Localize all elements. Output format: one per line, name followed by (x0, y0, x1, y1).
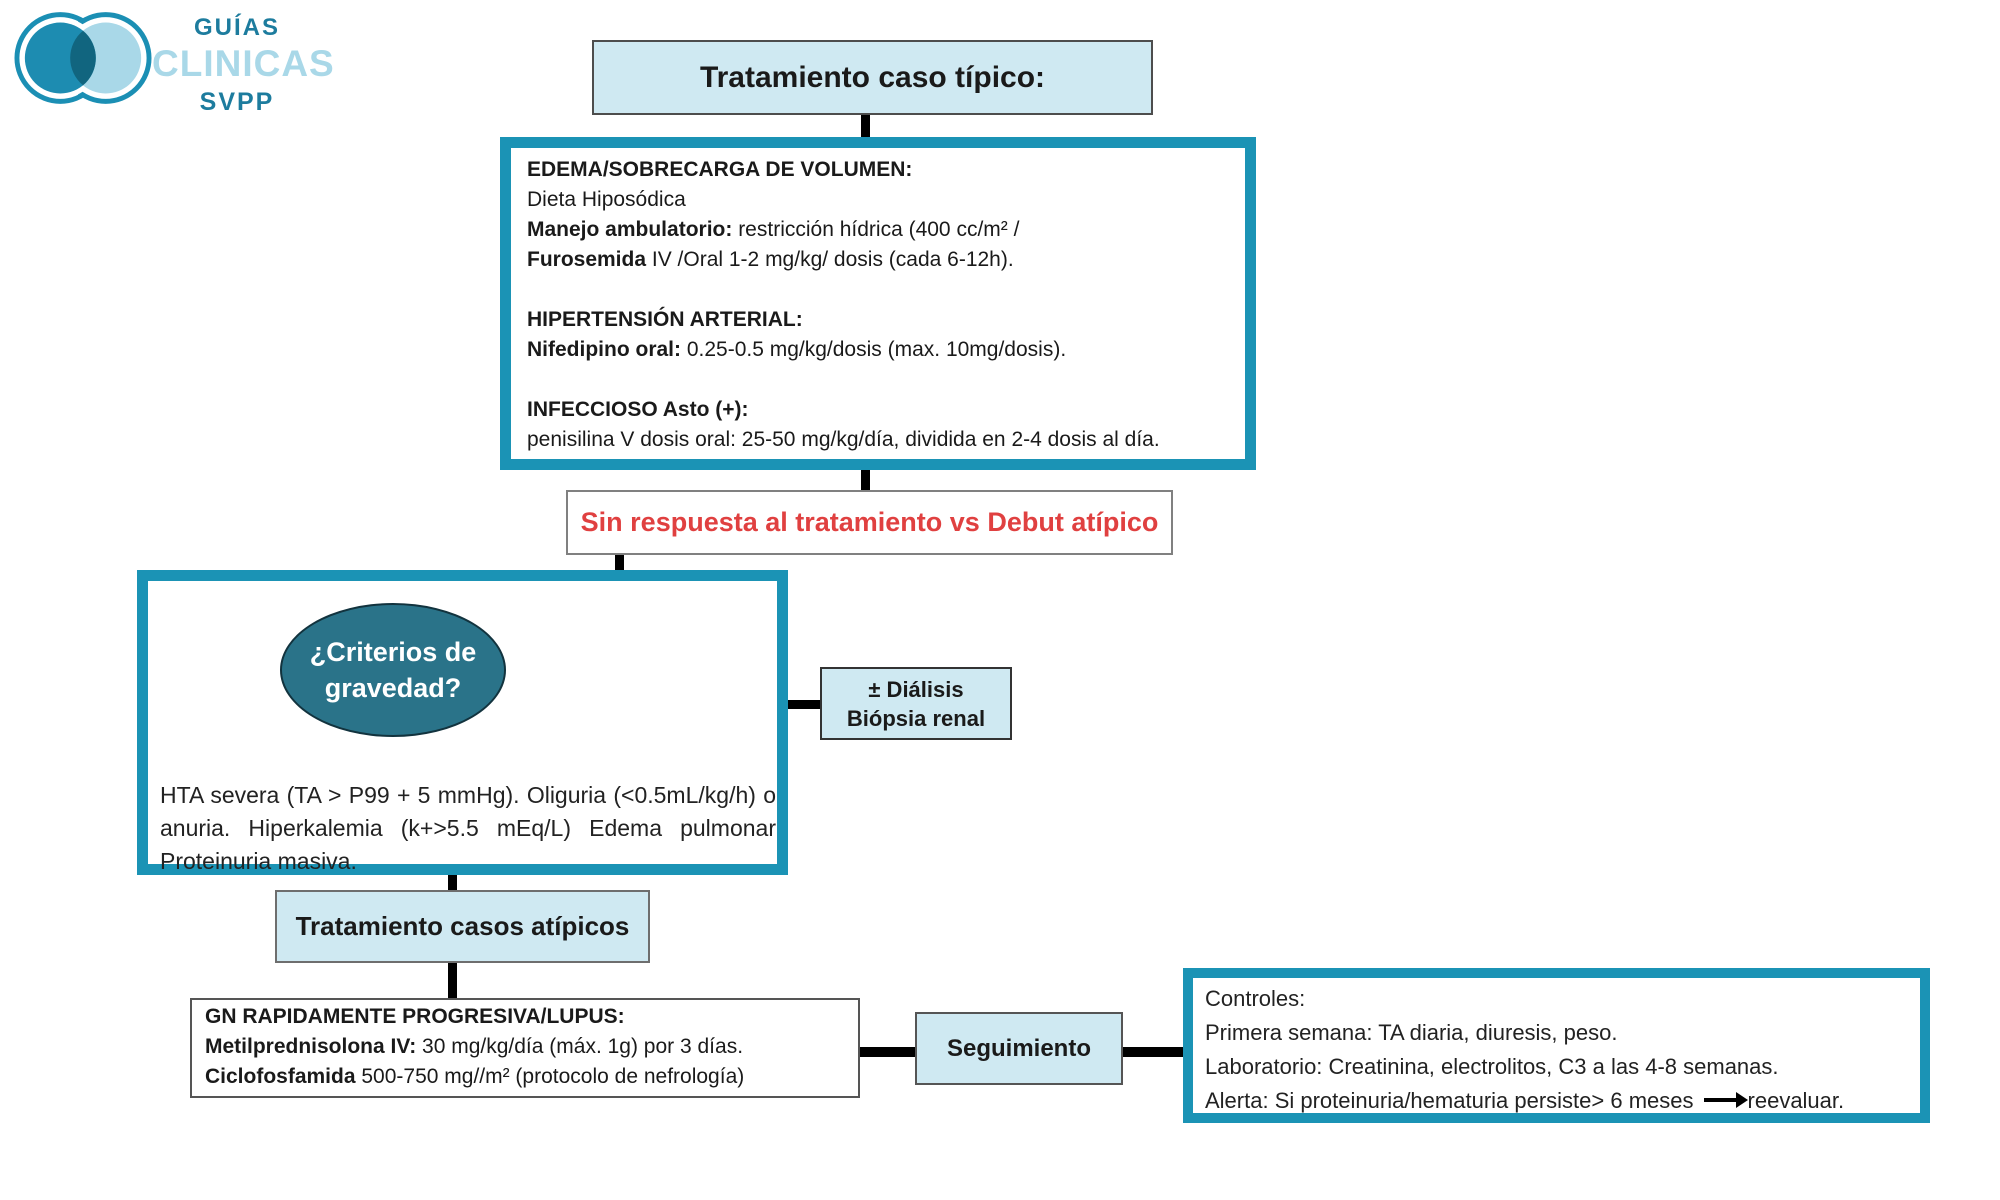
controls-line3: Laboratorio: Creatinina, electrolitos, C3 a las 4-8 semanas. (1205, 1054, 1779, 1079)
typical-line: INFECCIOSO Asto (+): (527, 398, 749, 421)
title-text: Tratamiento caso típico: (699, 60, 1046, 94)
title-box (592, 40, 1153, 115)
typical-line-blank (527, 368, 1229, 398)
connector-noresponse-to-severity (615, 555, 624, 570)
gn-line: Metilprednisolona IV: 30 mg/kg/día (máx. 1g) por 3 días. (205, 1035, 744, 1058)
logo-venn-icon (14, 6, 152, 110)
typical-treatment-box (500, 137, 1256, 470)
severity-criteria-text: HTA severa (TA > P99 + 5 mmHg). Oliguria (<0.5mL/kg/h) o anuria. Hiperkalemia (k+>5.5 mEq/L) Edema pulmonar Proteinuria masiva. (160, 782, 776, 874)
typical-line: Nifedipino oral: 0.25-0.5 mg/kg/dosis (max. 10mg/dosis). (527, 338, 1067, 361)
connector-followup-to-controls (1123, 1047, 1185, 1057)
gn-line: GN RAPIDAMENTE PROGRESIVA/LUPUS: (205, 1005, 625, 1028)
atypical-treatment-box (275, 890, 650, 963)
logo-guias-label: GUÍAS (193, 14, 280, 41)
severity-question-ellipse (280, 603, 506, 737)
typical-line: HIPERTENSIÓN ARTERIAL: (527, 308, 803, 331)
connector-atypical-to-gn (448, 963, 457, 998)
logo (14, 6, 334, 116)
dialysis-biopsy-box (820, 667, 1012, 740)
followup-text: Seguimiento (946, 1034, 1091, 1062)
typical-line: Furosemida IV /Oral 1-2 mg/kg/ dosis (cada 6-12h). (527, 248, 1014, 271)
no-response-text: Sin respuesta al tratamiento vs Debut atípico (580, 507, 1159, 537)
controls-box (1183, 968, 1930, 1123)
logo-svpp-label: SVPP (199, 88, 275, 116)
dialysis-line1: ± Diálisis (868, 676, 964, 702)
followup-box (915, 1012, 1123, 1085)
controls-alert-prefix: Alerta: Si proteinuria/hematuria persiste> 6 meses (1205, 1088, 1694, 1113)
connector-gn-to-followup (860, 1047, 915, 1057)
gn-line: Ciclofosfamida 500-750 mg//m² (protocolo de nefrología) (205, 1065, 745, 1088)
dialysis-line2: Biópsia renal (846, 705, 986, 731)
no-response-box (566, 490, 1173, 555)
connector-typical-to-noresponse (861, 470, 870, 490)
typical-line-blank (527, 278, 1229, 308)
gn-progressive-lupus-box (190, 998, 860, 1098)
controls-line1: Controles: (1205, 986, 1306, 1011)
controls-alert-line (1205, 1084, 1908, 1118)
connector-title-to-typical (861, 115, 870, 137)
long-arrow-right-icon (1704, 1098, 1738, 1102)
connector-severity-to-atypical (448, 875, 457, 890)
controls-alert-suffix: reevaluar. (1747, 1088, 1845, 1113)
severity-question-line2: gravedad? (324, 673, 462, 703)
typical-line: penisilina V dosis oral: 25-50 mg/kg/día, dividida en 2-4 dosis al día. (527, 428, 1160, 451)
logo-clinicas-label: CLINICAS (152, 43, 335, 84)
connector-severity-to-dialysis (788, 700, 820, 709)
controls-line2: Primera semana: TA diaria, diuresis, peso. (1205, 1020, 1618, 1045)
typical-line: Manejo ambulatorio: restricción hídrica (400 cc/m² / (527, 218, 1020, 241)
logo-text (152, 10, 335, 116)
typical-line: Dieta Hiposódica (527, 188, 686, 211)
severity-criteria-box (137, 570, 788, 875)
atypical-treatment-text: Tratamiento casos atípicos (295, 911, 630, 941)
typical-line: EDEMA/SOBRECARGA DE VOLUMEN: (527, 158, 913, 181)
severity-question-line1: ¿Criterios de (309, 637, 477, 667)
